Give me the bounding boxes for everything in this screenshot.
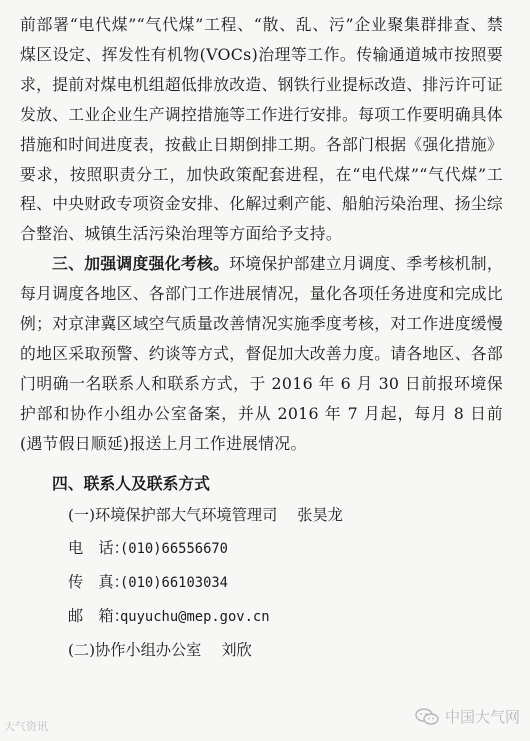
fax-label: 传 真： bbox=[68, 572, 129, 591]
section-4-title: 四、联系人及联系方式 bbox=[52, 473, 210, 493]
phone-label: 电 话： bbox=[68, 538, 129, 557]
contact-1: (一)环境保护部大气环境管理司 张昊龙 bbox=[68, 505, 343, 524]
section-3-title: 三、加强调度强化考核。 bbox=[52, 254, 230, 274]
fax-value: (010)66103034 bbox=[120, 574, 228, 591]
watermark-left: 大气资讯 bbox=[4, 720, 48, 733]
phone-line bbox=[20, 532, 503, 566]
email-line bbox=[20, 600, 503, 634]
watermark-right bbox=[415, 706, 520, 727]
fax-line bbox=[20, 566, 503, 600]
contact-2: (二)协作小组办公室 刘欣 bbox=[68, 640, 252, 659]
watermark-right-text: 中国大气网 bbox=[444, 708, 520, 726]
wechat-icon bbox=[415, 708, 439, 726]
section-3-paragraph bbox=[20, 249, 503, 458]
paragraph-continued: 前部署“电代煤”“气代煤”工程、“散、乱、污”企业聚集群排查、禁煤区设定、挥发性有机物(VOCs)治理等工作。传输通道城市按照要求，提前对煤电机组超低排放改造、钢铁行业提标改造、排污许可证发放、工业企业生产调控措施等工作进行安排。每项工作要明确具体措施和时间进度表，按截止日期倒排工期。各部门根据《强化措施》要求，按照职责分工，加快政策配套进程，在“电代煤”“气代煤”工程、中央财政专项资金安排、化解过剩产能、船舶污染治理、扬尘综合整治、城镇生活污染治理等方面给予支持。 bbox=[20, 15, 503, 244]
section-3-body: 环境保护部建立月调度、季考核机制，每月调度各地区、各部门工作进展情况，量化各项任务进度和完成比例；对京津冀区域空气质量改善情况实施季度考核，对工作进度缓慢的地区采取预警、约谈等方式，督促加大改善力度。请各地区、各部门明确一名联系人和联系方式，于 2016 年 6 月 30 日前报环境保护部和协作小组办公室备案，并从 2016 年 7 月起，每月 8 日前(遇节假日顺延)报送上月工作进展情况。 bbox=[20, 254, 503, 453]
email-value: quyuchu@mep.gov.cn bbox=[120, 608, 270, 625]
email-label: 邮 箱： bbox=[68, 606, 129, 625]
phone-value: (010)66556670 bbox=[120, 540, 228, 557]
